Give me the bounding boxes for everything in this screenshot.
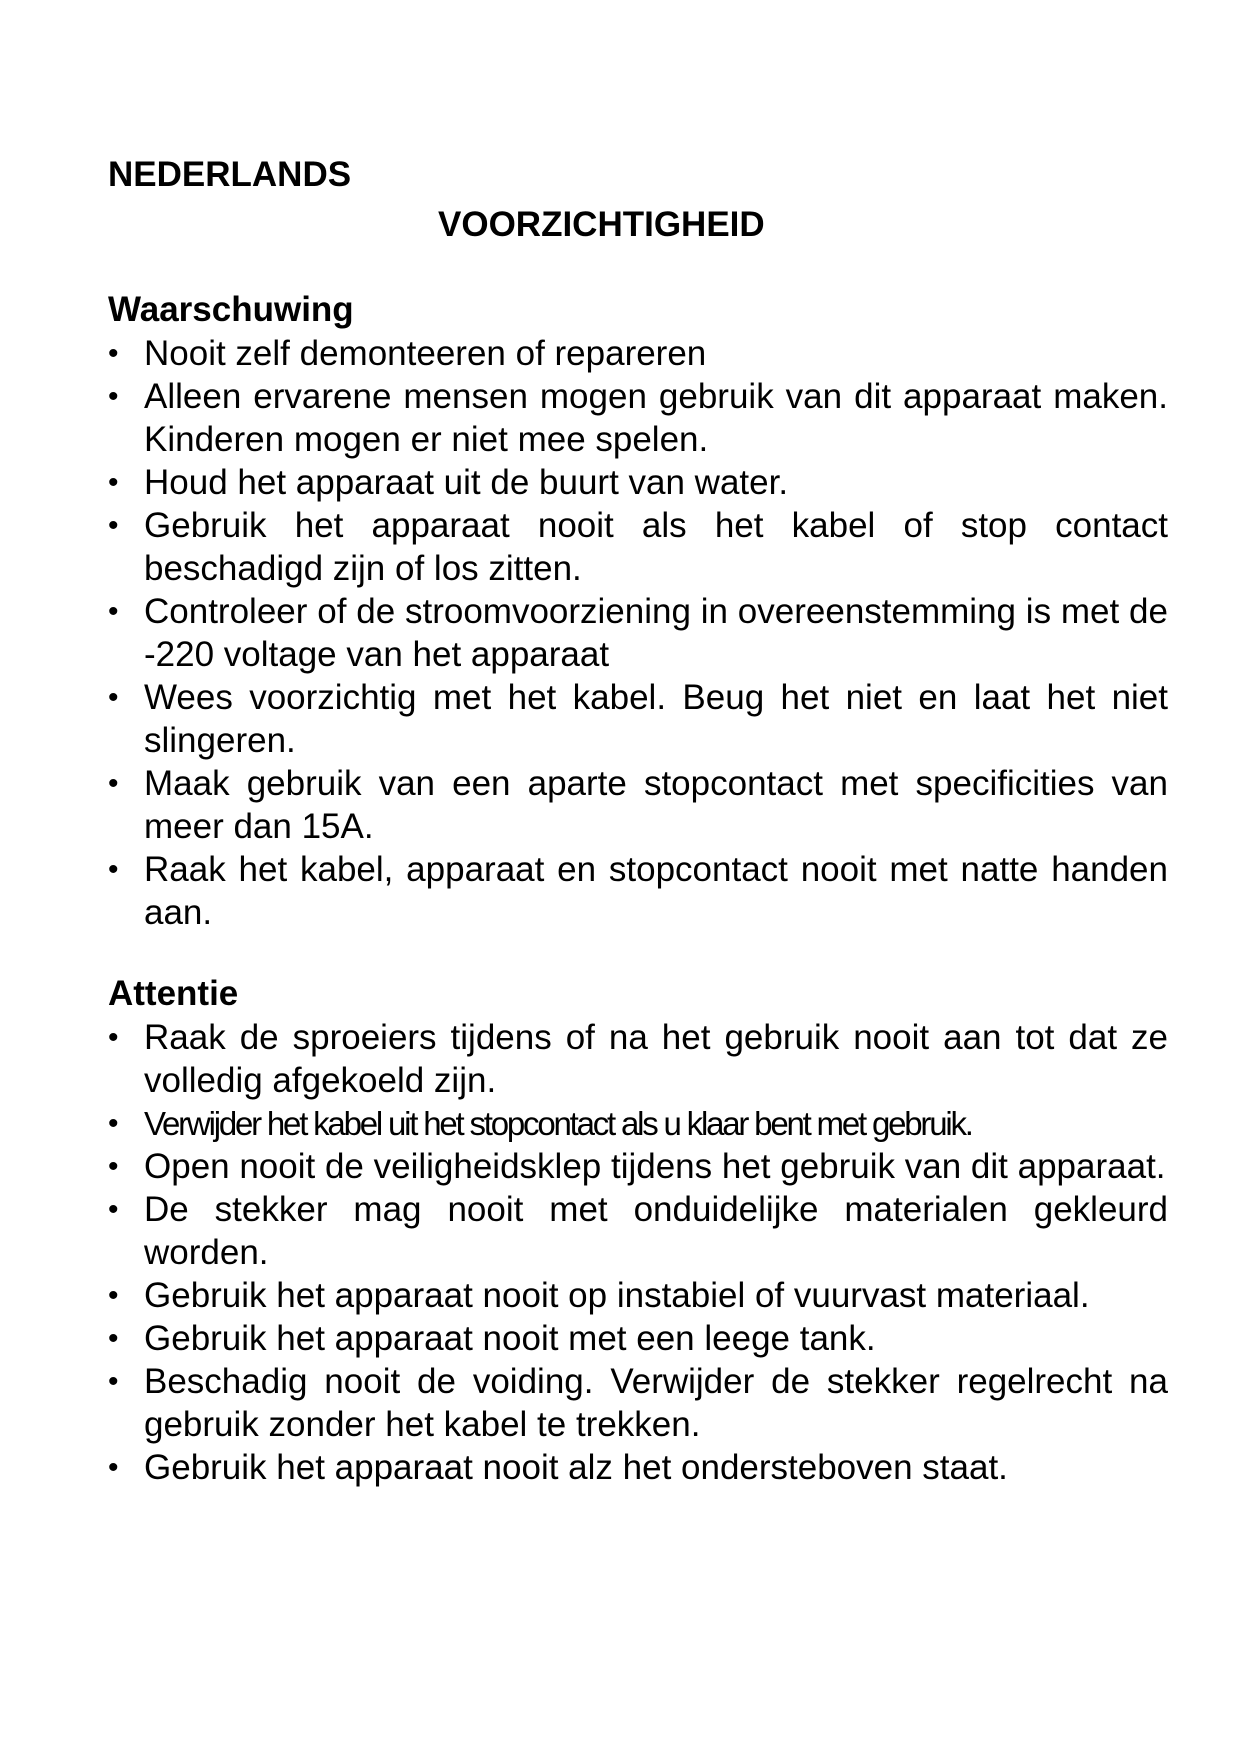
list-item-text: De stekker mag nooit met onduidelijke materialen gekleurd worden.	[144, 1190, 1168, 1272]
bullet-icon: •	[108, 1365, 119, 1398]
bullet-icon: •	[108, 337, 119, 370]
bullet-icon: •	[108, 466, 119, 499]
warning-heading: Waarschuwing	[108, 290, 354, 329]
bullet-icon: •	[108, 1193, 119, 1226]
list-item	[108, 676, 1168, 762]
list-item	[108, 332, 1168, 375]
attention-heading: Attentie	[108, 974, 239, 1013]
list-item	[108, 848, 1168, 934]
list-item-text: Open nooit de veiligheidsklep tijdens het gebruik van dit apparaat.	[144, 1147, 1166, 1186]
list-item	[108, 1188, 1168, 1274]
page-title: VOORZICHTIGHEID	[438, 205, 765, 244]
bullet-icon: •	[108, 1107, 117, 1140]
list-item	[108, 1446, 1168, 1489]
bullet-icon: •	[108, 1021, 119, 1054]
bullet-icon: •	[108, 1451, 119, 1484]
list-item-text: Controleer of de stroomvoorziening in overeenstemming is met de -220 voltage van het apparaat	[144, 592, 1168, 674]
list-item	[108, 461, 1168, 504]
manual-page	[108, 150, 1168, 1489]
list-item-text: Gebruik het apparaat nooit alz het ondersteboven staat.	[144, 1448, 1008, 1487]
list-item	[108, 1016, 1168, 1102]
list-item-text: Gebruik het apparaat nooit met een leege tank.	[144, 1319, 876, 1358]
list-item-text: Alleen ervarene mensen mogen gebruik van dit apparaat maken. Kinderen mogen er niet mee spelen.	[144, 377, 1168, 459]
bullet-icon: •	[108, 853, 119, 886]
bullet-icon: •	[108, 1279, 119, 1312]
bullet-icon: •	[108, 1150, 119, 1183]
bullet-icon: •	[108, 380, 119, 413]
list-item-text: Gebruik het apparaat nooit op instabiel of vuurvast materiaal.	[144, 1276, 1090, 1315]
bullet-icon: •	[108, 1322, 119, 1355]
list-item	[108, 762, 1168, 848]
list-item	[108, 1360, 1168, 1446]
bullet-icon: •	[108, 767, 119, 800]
list-item	[108, 1274, 1168, 1317]
list-item	[108, 375, 1168, 461]
list-item-text: Houd het apparaat uit de buurt van water.	[144, 463, 789, 502]
bullet-icon: •	[108, 509, 119, 542]
list-item-text: Verwijder het kabel uit het stopcontact als u klaar bent met gebruik.	[144, 1105, 972, 1142]
list-item	[108, 504, 1168, 590]
list-item-text: Gebruik het apparaat nooit als het kabel of stop contact beschadigd zijn of los zitten.	[144, 506, 1168, 588]
bullet-icon: •	[108, 595, 119, 628]
list-item	[108, 1145, 1168, 1188]
list-item-text: Beschadig nooit de voiding. Verwijder de stekker regelrecht na gebruik zonder het kabel te trekken.	[144, 1362, 1168, 1444]
language-label: NEDERLANDS	[108, 155, 352, 194]
list-item	[108, 1317, 1168, 1360]
list-item-text: Nooit zelf demonteeren of repareren	[144, 334, 707, 373]
list-item	[108, 590, 1168, 676]
warning-section	[108, 288, 1168, 934]
list-item-text: Raak de sproeiers tijdens of na het gebruik nooit aan tot dat ze volledig afgekoeld zijn.	[144, 1018, 1168, 1100]
attention-list	[108, 1016, 1168, 1489]
list-item	[108, 1102, 1168, 1145]
list-item-text: Wees voorzichtig met het kabel. Beug het niet en laat het niet slingeren.	[144, 678, 1168, 760]
warning-list	[108, 332, 1168, 934]
attention-section	[108, 972, 1168, 1489]
list-item-text: Raak het kabel, apparaat en stopcontact nooit met natte handen aan.	[144, 850, 1168, 932]
list-item-text: Maak gebruik van een aparte stopcontact met specificities van meer dan 15A.	[144, 764, 1168, 846]
bullet-icon: •	[108, 681, 119, 714]
